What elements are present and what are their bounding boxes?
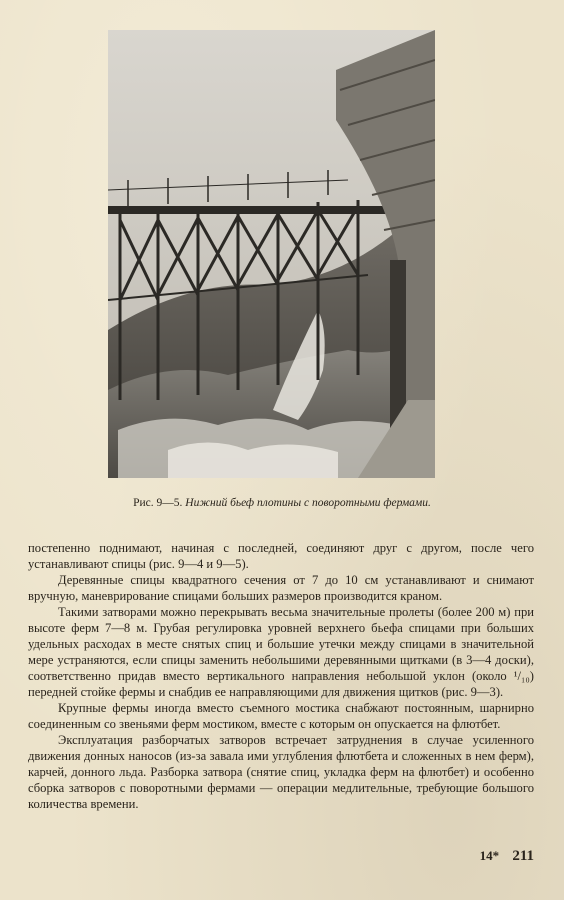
figure-caption [0,496,564,510]
dam-photo-illustration [108,30,435,478]
paragraph: Эксплуатация разборчатых затворов встречает затруднения в случае усиленного движения донных наносов (из-за завала ими углубления флютбета и сложенных в нем ферм), карчей, донного льда. Разборка затвора (снятие спиц, укладка ферм на флютбет) и особенно сборка затворов с поворотными фермами — операции медлительные, требующие большого количества времени. [28,733,534,811]
dam-photo [108,30,435,478]
page-footer [450,848,534,865]
paragraph: Крупные фермы иногда вместо съемного мостика снабжают постоянным, шарнирно соединенным со звеньями ферм мостиком, вместе с которым он опускается на флютбет. [28,701,534,731]
page-number: 211 [512,848,534,864]
figure-caption-text: Нижний бьеф плотины с поворотными фермами. [185,497,431,509]
paragraph: постепенно поднимают, начиная с последней, соединяют друг с другом, после чего устанавливают спицы (рис. 9—4 и 9—5). [28,541,534,571]
paragraph: Такими затворами можно перекрывать весьма значительные пролеты (более 200 м) при высоте ферм 7—8 м. Грубая регулировка уровней верхнего бьефа спицами при больших удельных расходах в месте снятых спиц и большие утечки между спицами в значительной мере устраняются, если спицы заменить небольшими деревянными щитками (в 3—4 доски), соответственно придав вместо вертикального направления небольшой уклон (около ¹/₁₀) передней стойке фермы и снабдив ее направляющими для движения щитков (рис. 9—3). [28,605,534,699]
signature-mark: 14* [479,848,500,863]
paragraph: Деревянные спицы квадратного сечения от 7 до 10 см устанавливают и снимают вручную, маневрирование спицами больших размеров производится краном. [28,573,534,603]
figure-caption-label: Рис. 9—5. [133,497,183,509]
body-text [28,540,534,812]
